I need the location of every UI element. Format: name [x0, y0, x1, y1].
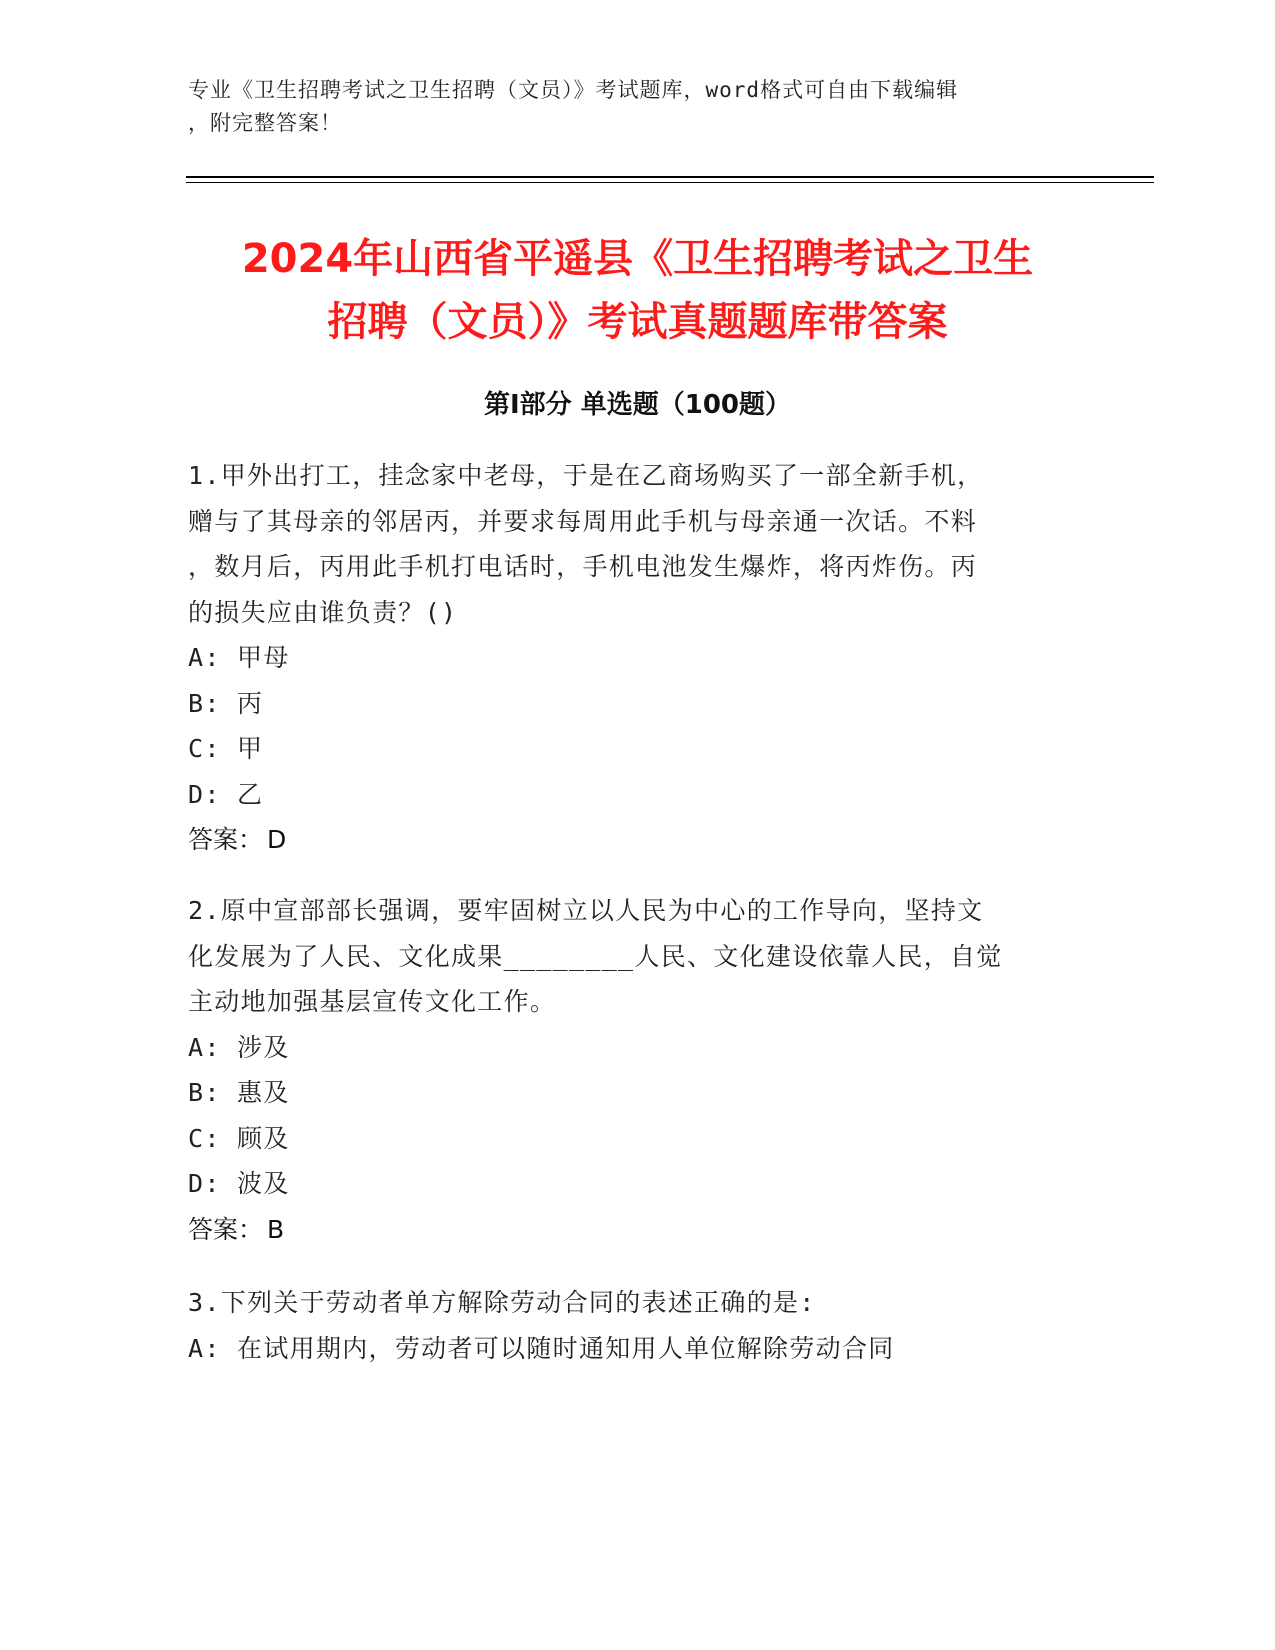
- question-stem-line: ，数月后，丙用此手机打电话时，手机电池发生爆炸，将丙炸伤。丙: [188, 552, 978, 581]
- option-c: C: 甲: [188, 734, 264, 763]
- option-a: A: 在试用期内，劳动者可以随时通知用人单位解除劳动合同: [188, 1333, 895, 1363]
- option-a: A: 甲母: [188, 643, 290, 672]
- answer-label: 答案：: [188, 1214, 264, 1244]
- option-a: A: 涉及: [188, 1032, 290, 1062]
- document-title: [150, 228, 1125, 354]
- question-2: [188, 888, 1068, 1252]
- header-rule-thick: [186, 176, 1154, 178]
- section-title: 第Ⅰ部分 单选题（100题）: [484, 390, 791, 420]
- question-stem-line: 1.甲外出打工，挂念家中老母，于是在乙商场购买了一部全新手机，: [188, 461, 984, 490]
- question-1: [188, 453, 1068, 863]
- header-note-line: 专业《卫生招聘考试之卫生招聘（文员）》考试题库，word格式可自由下载编辑: [188, 78, 959, 102]
- header-note-line: ，附完整答案！: [188, 111, 342, 135]
- option-d: D: 乙: [188, 779, 264, 809]
- option-b: B: 惠及: [188, 1078, 290, 1107]
- answer-line: [188, 817, 1068, 863]
- answer-value: B: [267, 1214, 285, 1244]
- document-title-line: 招聘（文员）》考试真题题库带答案: [327, 299, 948, 345]
- question-stem-line: 赠与了其母亲的邻居丙，并要求每周用此手机与母亲通一次话。不料: [188, 506, 978, 536]
- header-rule-thin: [186, 182, 1154, 183]
- question-stem-line: 3.下列关于劳动者单方解除劳动合同的表述正确的是:: [188, 1288, 816, 1317]
- question-stem: [188, 888, 1068, 1025]
- question-stem-line: 2.原中宣部部长强调，要牢固树立以人民为中心的工作导向，坚持文: [188, 896, 984, 925]
- option-d: D: 波及: [188, 1169, 290, 1198]
- question-stem-line: 的损失应由谁负责？(): [188, 597, 458, 627]
- answer-value: D: [267, 825, 287, 854]
- question-3: [188, 1280, 1068, 1371]
- answer-line: [188, 1207, 1068, 1253]
- question-stem-line: 化发展为了人民、文化成果________人民、文化建设依靠人民，自觉: [188, 941, 1003, 971]
- question-stem: [188, 1280, 1068, 1326]
- option-b: B: 丙: [188, 688, 264, 718]
- header-note: [188, 74, 1068, 140]
- answer-label: 答案：: [188, 825, 264, 854]
- option-c: C: 顾及: [188, 1123, 290, 1153]
- question-stem: [188, 453, 1068, 635]
- document-title-line: 2024年山西省平遥县《卫生招聘考试之卫生: [241, 236, 1034, 282]
- question-stem-line: 主动地加强基层宣传文化工作。: [188, 987, 557, 1016]
